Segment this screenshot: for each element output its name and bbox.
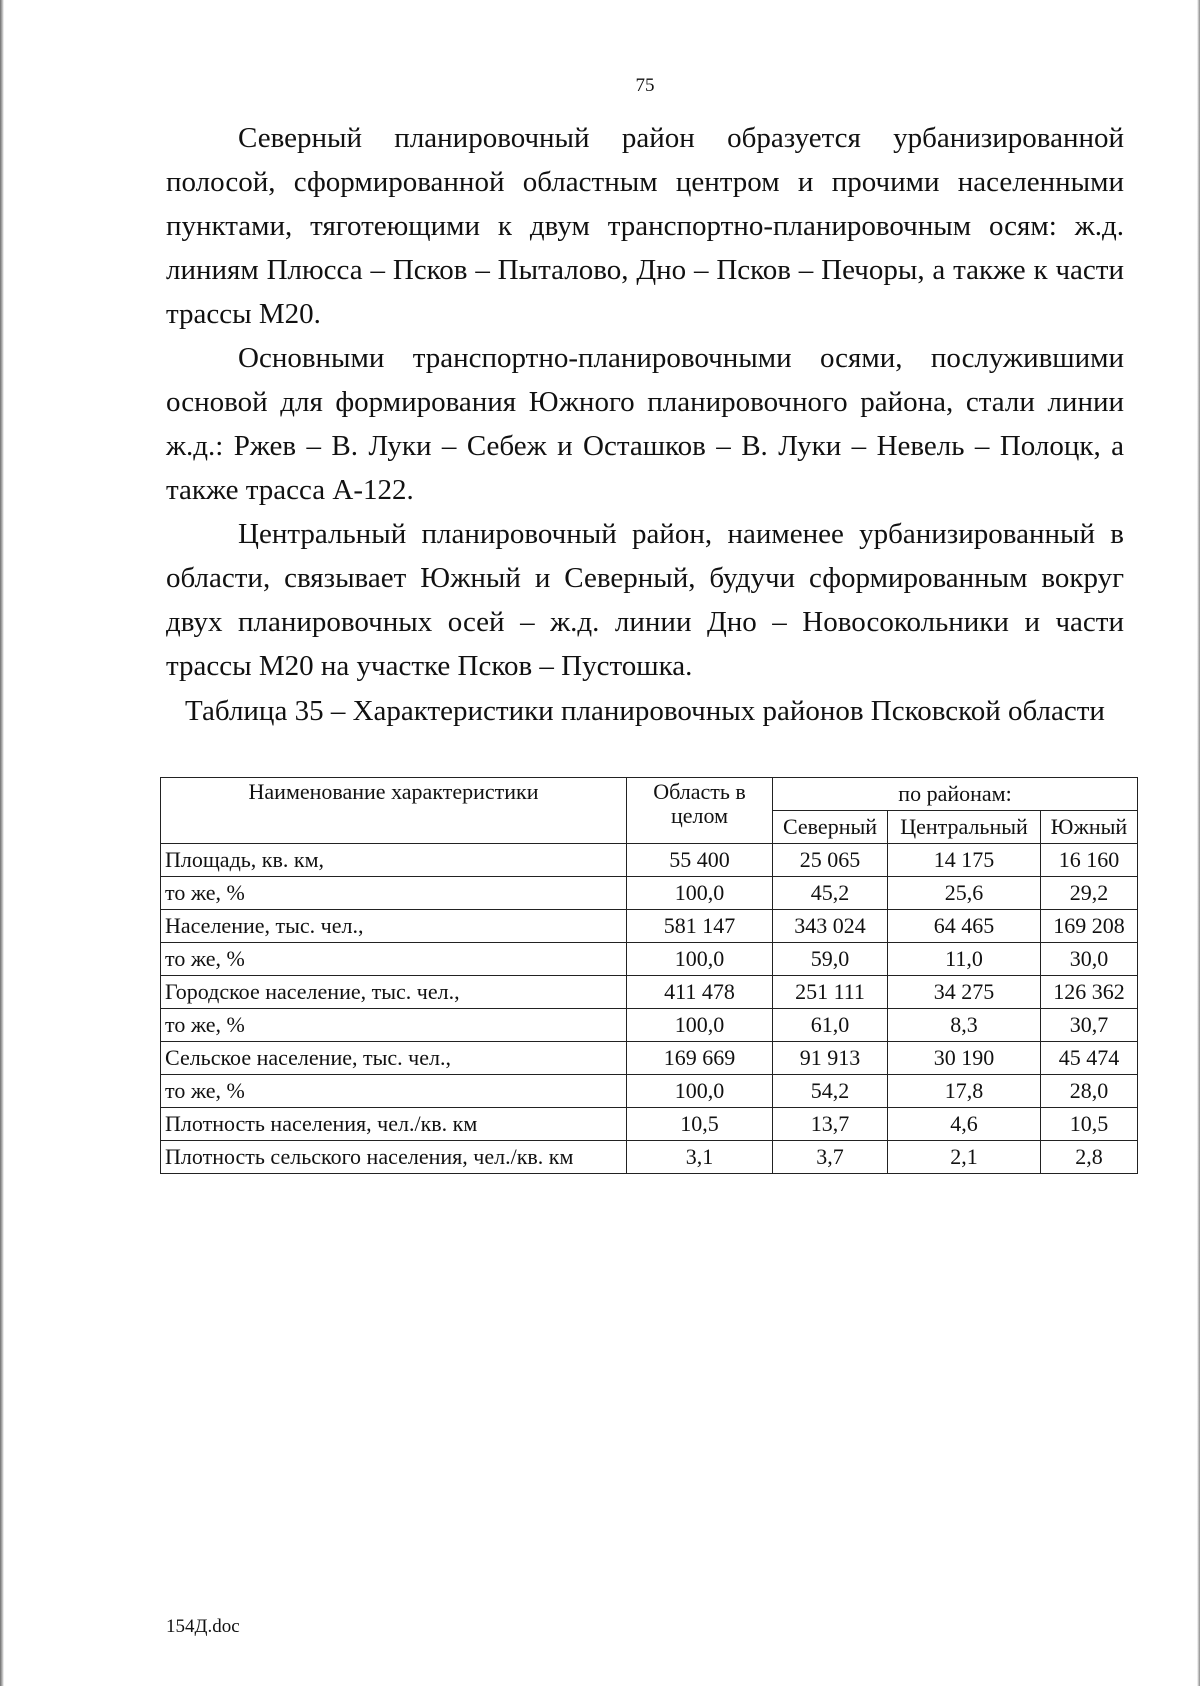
header-center: Центральный	[888, 811, 1041, 844]
header-name: Наименование характеристики	[161, 778, 627, 844]
row-total: 169 669	[627, 1042, 773, 1075]
header-north: Северный	[773, 811, 888, 844]
row-total: 411 478	[627, 976, 773, 1009]
row-total: 100,0	[627, 943, 773, 976]
table-row	[161, 910, 1138, 943]
row-north: 59,0	[773, 943, 888, 976]
districts-table	[160, 777, 1138, 1174]
table-row	[161, 976, 1138, 1009]
row-center: 25,6	[888, 877, 1041, 910]
row-center: 34 275	[888, 976, 1041, 1009]
row-name: Городское население, тыс. чел.,	[161, 976, 627, 1009]
table-row	[161, 1075, 1138, 1108]
row-north: 343 024	[773, 910, 888, 943]
row-center: 8,3	[888, 1009, 1041, 1042]
table-row	[161, 1009, 1138, 1042]
row-north: 251 111	[773, 976, 888, 1009]
row-name: Плотность сельского населения, чел./кв. км	[161, 1141, 627, 1174]
row-total: 100,0	[627, 1075, 773, 1108]
paragraph-north: Северный планировочный район образуется урбанизированной полосой, сформированной областным центром и прочими населенными пунктами, тяготеющими к двум транспортно-планировочным осям: ж.д. линиям Плюсса – Псков – Пыталово, Дно – Псков – Печоры, а также к части трассы М20.	[166, 122, 1124, 330]
row-center: 2,1	[888, 1141, 1041, 1174]
table-row	[161, 1141, 1138, 1174]
row-total: 100,0	[627, 1009, 773, 1042]
row-name: то же, %	[161, 943, 627, 976]
row-total: 3,1	[627, 1141, 773, 1174]
row-south: 28,0	[1041, 1075, 1138, 1108]
paragraph-center: Центральный планировочный район, наименее урбанизированный в области, связывает Южный и Северный, будучи сформированным вокруг двух планировочных осей – ж.д. линии Дно – Новосокольники и части трассы М20 на участке Псков – Пустошка.	[166, 518, 1124, 682]
row-south: 45 474	[1041, 1042, 1138, 1075]
table-row	[161, 877, 1138, 910]
row-north: 25 065	[773, 844, 888, 877]
row-north: 3,7	[773, 1141, 888, 1174]
row-south: 2,8	[1041, 1141, 1138, 1174]
header-total: Область в целом	[627, 778, 773, 844]
scan-edge-left	[0, 0, 4, 1686]
row-north: 54,2	[773, 1075, 888, 1108]
table-header-row	[161, 778, 1138, 811]
row-name: то же, %	[161, 877, 627, 910]
row-total: 55 400	[627, 844, 773, 877]
row-south: 30,0	[1041, 943, 1138, 976]
row-name: Плотность населения, чел./кв. км	[161, 1108, 627, 1141]
row-total: 10,5	[627, 1108, 773, 1141]
row-total: 100,0	[627, 877, 773, 910]
header-districts: по районам:	[773, 778, 1138, 811]
table-caption: Таблица 35 – Характеристики планировочных районов Псковской области	[185, 695, 1105, 727]
row-name: Сельское население, тыс. чел.,	[161, 1042, 627, 1075]
row-center: 4,6	[888, 1108, 1041, 1141]
row-north: 45,2	[773, 877, 888, 910]
header-south: Южный	[1041, 811, 1138, 844]
row-south: 29,2	[1041, 877, 1138, 910]
row-south: 16 160	[1041, 844, 1138, 877]
table-row	[161, 1108, 1138, 1141]
row-center: 11,0	[888, 943, 1041, 976]
row-south: 126 362	[1041, 976, 1138, 1009]
row-north: 13,7	[773, 1108, 888, 1141]
row-south: 169 208	[1041, 910, 1138, 943]
row-total: 581 147	[627, 910, 773, 943]
table-row	[161, 943, 1138, 976]
row-name: Площадь, кв. км,	[161, 844, 627, 877]
row-south: 10,5	[1041, 1108, 1138, 1141]
body-text	[166, 116, 1124, 688]
row-name: то же, %	[161, 1075, 627, 1108]
row-south: 30,7	[1041, 1009, 1138, 1042]
row-center: 64 465	[888, 910, 1041, 943]
page-number: 75	[635, 75, 655, 96]
row-center: 30 190	[888, 1042, 1041, 1075]
table-row	[161, 1042, 1138, 1075]
paragraph-south: Основными транспортно-планировочными осями, послужившими основой для формирования Южного планировочного района, стали линии ж.д.: Ржев – В. Луки – Себеж и Осташков – В. Луки – Невель – Полоцк, а также трасса А-122.	[166, 342, 1124, 506]
row-north: 91 913	[773, 1042, 888, 1075]
footer-filename: 154Д.doc	[166, 1616, 240, 1637]
table-row	[161, 844, 1138, 877]
row-center: 17,8	[888, 1075, 1041, 1108]
row-name: Население, тыс. чел.,	[161, 910, 627, 943]
row-center: 14 175	[888, 844, 1041, 877]
row-name: то же, %	[161, 1009, 627, 1042]
row-north: 61,0	[773, 1009, 888, 1042]
